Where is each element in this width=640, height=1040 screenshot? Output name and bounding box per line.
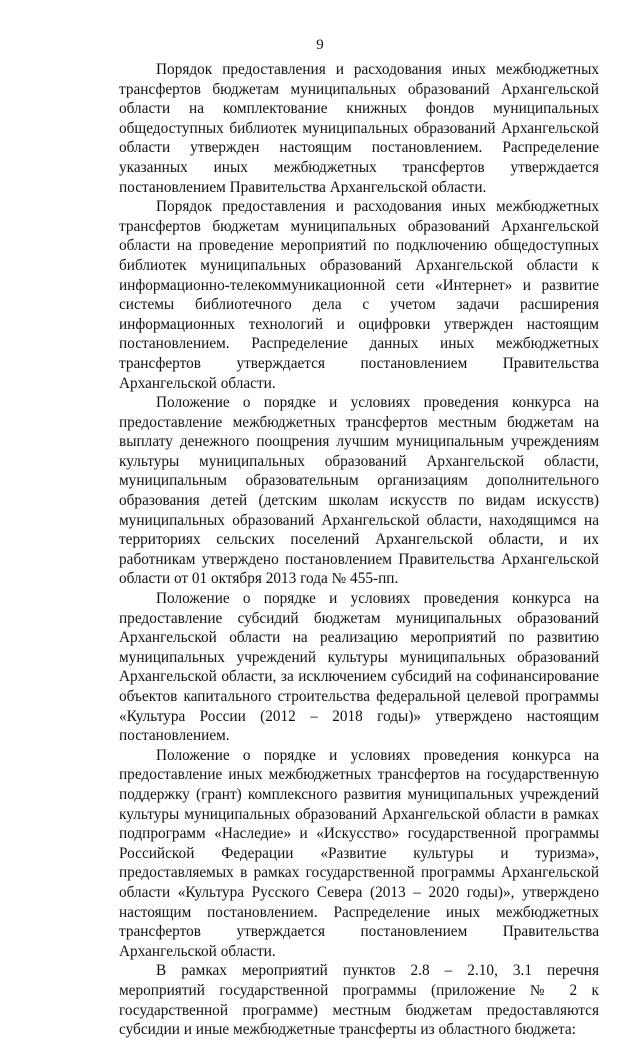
paragraph-grant-contest: Положение о порядке и условиях проведения конкурса на предоставление иных межбюджетных трансфертов на государственную поддержку (грант) комплексного развития муниципальных учреждений культуры муниципальных образований Архангельской области в рамках подпрограмм «Наследие» и «Искусство» государственной программы Российской Федерации «Развитие культуры и туризма», предоставляемых в рамках государственной программы Архангельской области «Культура Русского Севера (2013 – 2020 годы)», утверждено настоящим постановлением. Распределение иных межбюджетных трансфертов утверждается постановлением Правительства Архангельской области. (119, 746, 599, 960)
paragraph-internet-connection: Порядок предоставления и расходования иных межбюджетных трансфертов бюджетам муниципальных образований Архангельской области на проведение мероприятий по подключению общедоступных библиотек муниципальных образований Архангельской области к информационно-телекоммуникационной сети «Интернет» и развитие системы библиотечного дела с учетом задачи расширения информационных технологий и оцифровки утвержден настоящим постановлением. Распределение данных иных межбюджетных трансфертов утверждается постановлением Правительства Архангельской области. (119, 198, 599, 392)
document-body (119, 60, 599, 1040)
paragraph-cash-incentive-contest: Положение о порядке и условиях проведения конкурса на предоставление межбюджетных трансфертов местным бюджетам на выплату денежного поощрения лучшим муниципальным учреждениям культуры муниципальных образований Архангельской области, муниципальным образовательным организациям дополнительного образования детей (детским школам искусств по видам искусств) муниципальных образований Архангельской области, находящимся на территориях сельских поселений Архангельской области, и их работникам утверждено постановлением Правительства Архангельской области от 01 октября 2013 года № 455-пп. (119, 394, 599, 588)
page-number: 9 (316, 37, 324, 53)
paragraph-library-funds: Порядок предоставления и расходования иных межбюджетных трансфертов бюджетам муниципальных образований Архангельской области на комплектование книжных фондов муниципальных общедоступных библиотек муниципальных образований Архангельской области утвержден настоящим постановлением. Распределение указанных иных межбюджетных трансфертов утверждается постановлением Правительства Архангельской области. (119, 61, 599, 196)
paragraph-subsidies-contest: Положение о порядке и условиях проведения конкурса на предоставление субсидий бюджетам муниципальных образований Архангельской области на реализацию мероприятий по развитию муниципальных учреждений культуры муниципальных образований Архангельской области, за исключением субсидий на софинансирование объектов капитального строительства федеральной целевой программы «Культура России (2012 – 2018 годы)» утверждено настоящим постановлением. (119, 590, 599, 745)
paragraph-measures-list: В рамках мероприятий пунктов 2.8 – 2.10, 3.1 перечня мероприятий государственной программы (приложение № 2 к государственной программе) местным бюджетам предоставляются субсидии и иные межбюджетные трансферты из областного бюджета: (119, 962, 599, 1039)
